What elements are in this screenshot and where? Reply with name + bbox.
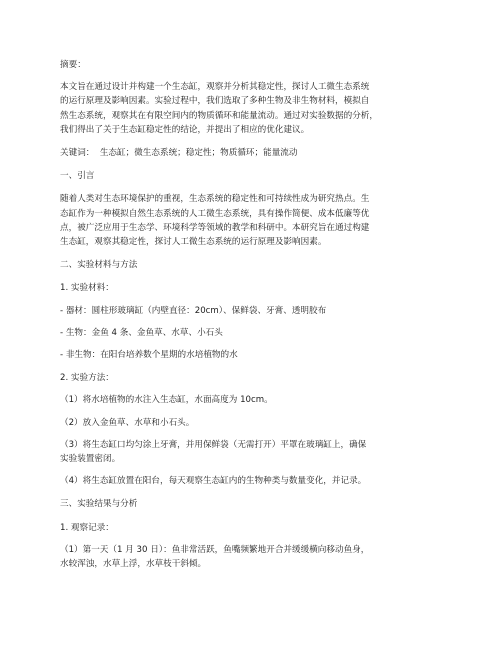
results-heading: 三、实验结果与分析 [60,499,138,510]
methods-heading: 二、实验材料与方法 [60,260,138,271]
observation-item: （1）第一天（1 月 30 日）：鱼非常活跃，鱼嘴频繁地开合并缓缓横向移动鱼身， 水较浑浊，水草上浮，水草枝干斜倾。 [60,544,370,570]
keywords: 关键词： 生态缸；微生态系统；稳定性；物质循环；能量流动 [60,148,298,159]
abstract-text: 本文旨在通过设计并构建一个生态缸，观察并分析其稳定性，探讨人工微生态系统 的运行原理及影响因素。实验过程中，我们选取了多种生物及非生物材料，模拟自 然生态系统，观察其在有限空间内的物质循环和能量流动。通过对实验数据的分析， 我们得出了关于生态缸稳定性的结论，并提出了相应的优化建议。 [60,82,378,135]
material-item: - 生物：金鱼 4 条、金鱼草、水草、小石头 [60,327,223,338]
intro-heading: 一、引言 [60,171,95,182]
materials-heading: 1. 实验材料： [60,283,114,294]
method-step: （2）放入金鱼草、水草和小石头。 [60,417,195,428]
method-step: （1）将水培植物的水注入生态缸，水面高度为 10cm。 [60,395,273,406]
material-item: - 非生物：在阳台培养数个星期的水培植物的水 [60,350,238,361]
observation-heading: 1. 观察记录： [60,522,114,533]
method-step: （3）将生态缸口均匀涂上牙膏，并用保鲜袋（无需打开）平罩在玻璃缸上，确保 实验装置密闭。 [60,439,367,465]
material-item: - 器材：圆柱形玻璃缸（内壁直径：20cm）、保鲜袋、牙膏、透明胶布 [60,305,327,316]
document-page [60,58,445,571]
method-heading: 2. 实验方法： [60,373,114,384]
intro-text: 随着人类对生态环境保护的重视，生态系统的稳定性和可持续性成为研究热点。生 态缸作为一种模拟自然生态系统的人工微生态系统，具有操作简便、成本低廉等优 点，被广泛应用于生态学、环境科学等领域的教学和科研中。本研究旨在通过构建 生态缸，观察其稳定性，探讨人工微生态系统的运行原理及影响因素。 [60,194,370,248]
method-step: （4）将生态缸放置在阳台，每天观察生态缸内的生物种类与数量变化，并记录。 [60,476,367,487]
abstract-label: 摘要： [60,60,86,70]
